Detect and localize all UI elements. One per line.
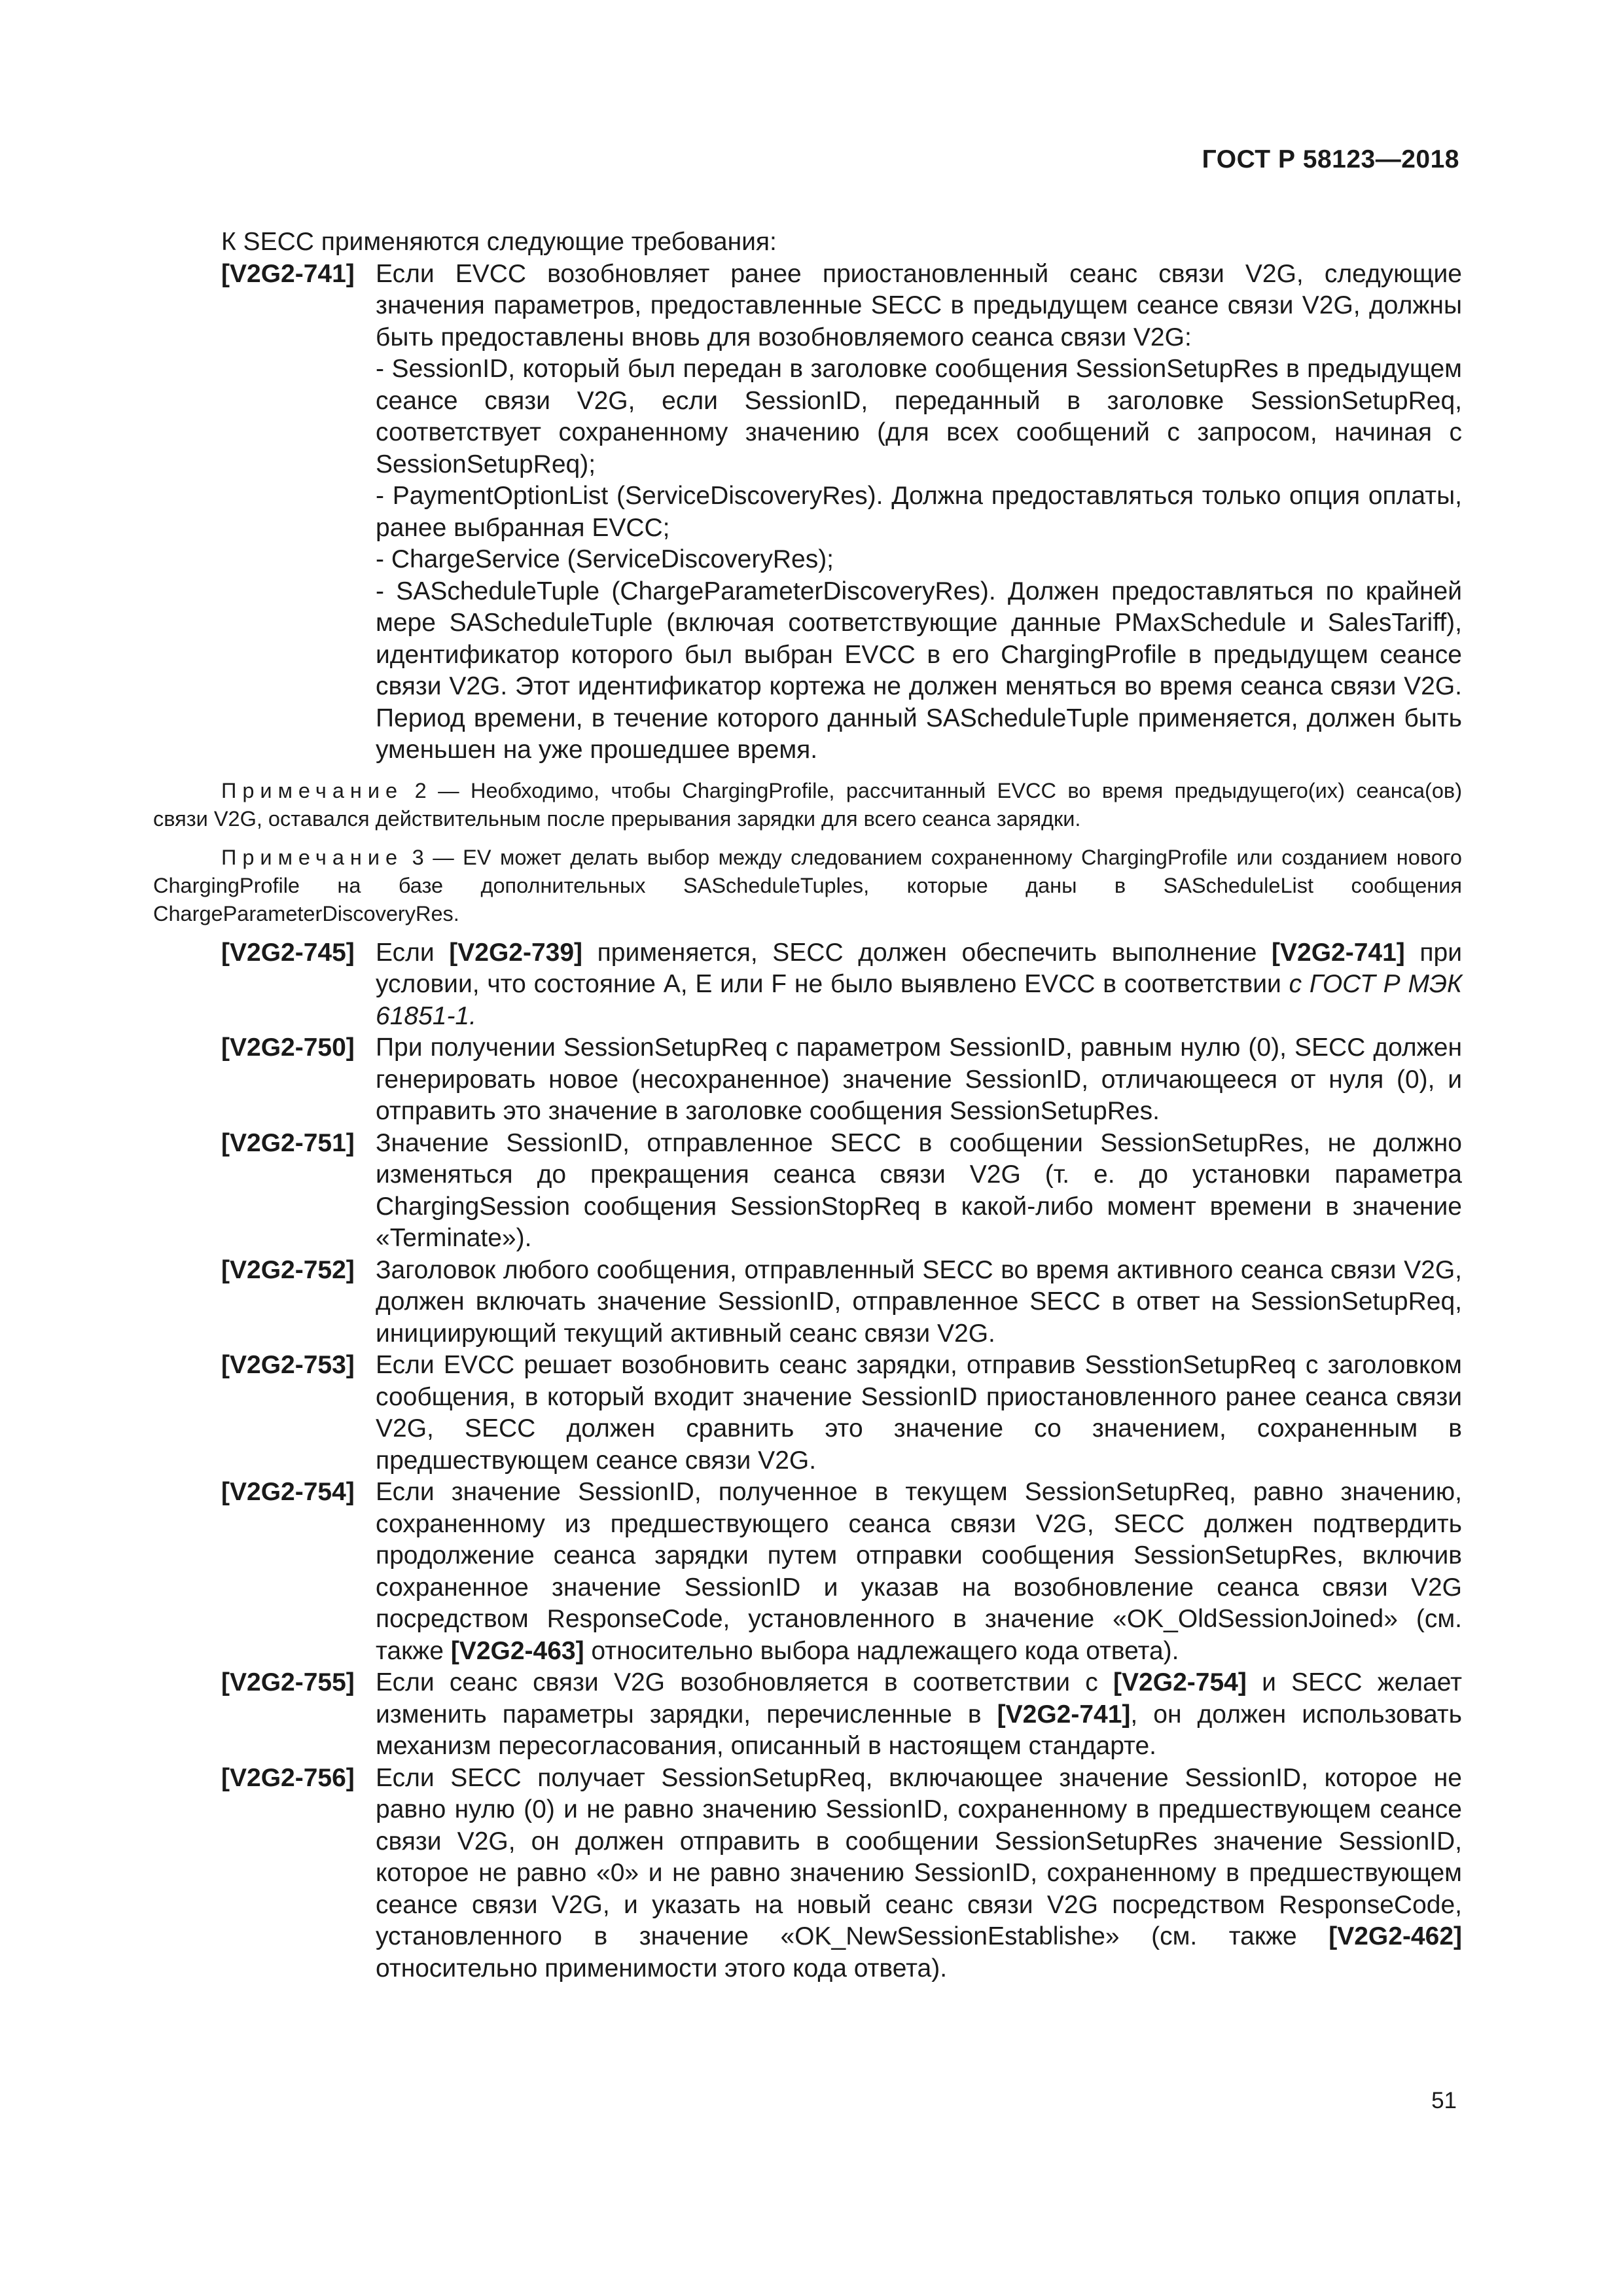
requirement-id: [V2G2-751]	[221, 1128, 355, 1157]
page-number: 51	[1431, 2088, 1457, 2113]
requirement-text: Если EVCC возобновляет ранее приостановленный сеанс связи V2G, следующие значения параметров, предоставленные SECC в предыдущем сеансе связи V2G, должны быть предоставлены вновь для возобновляемого сеанса связи V2G:	[376, 259, 1462, 351]
requirement-text: Если [V2G2-739] применяется, SECC должен обеспечить выполнение [V2G2-741] при условии, что состояние A, E или F не было выявлено EVCC в соответствии с ГОСТ Р МЭК 61851-1.	[376, 938, 1463, 1030]
note-text: 2 — Необходимо, чтобы ChargingProfile, рассчитанный EVCC во время предыдущего(их) сеанса(ов) связи V2G, оставался действительным после прерывания зарядки для всего сеанса зарядки.	[153, 778, 1463, 831]
requirement-756	[221, 1763, 1462, 1985]
requirement-755	[221, 1667, 1462, 1763]
requirement-body	[376, 1350, 1462, 1477]
requirement-id: [V2G2-753]	[221, 1351, 355, 1379]
requirement-text: Если SECC получает SessionSetupReq, включающее значение SessionID, которое не равно нулю (0) и не равно значению SessionID, сохраненному в предшествующем сеансе связи V2G, он должен отправить в сообщении SessionSetupRes значение SessionID, которое не равно «0» и не равно значению SessionID, сохраненному в предшествующем сеансе связи V2G, и указать на новый сеанс связи V2G посредством ResponseCode, установленного в значение «OK_NewSessionEstablishe» (см. также [V2G2-462] относительно применимости этого кода ответа).	[376, 1763, 1462, 1982]
requirement-reference: [V2G2-462]	[1329, 1922, 1462, 1950]
intro-line: К SECC применяются следующие требования:	[221, 228, 777, 256]
requirement-text: Значение SessionID, отправленное SECC в сообщении SessionSetupRes, не должно изменяться до прекращения сеанса связи V2G (т. е. до установки параметра ChargingSession сообщения SessionStopReq в какой-либо момент времени в значение «Terminate»).	[376, 1128, 1462, 1252]
requirement-text: Если EVCC решает возобновить сеанс зарядки, отправив SesstionSetupReq с заголовком сообщения, в который входит значение SessionID приостановленного ранее сеанса связи V2G, SECC должен сравнить это значение со значением, сохраненным в предшествующем сеансе связи V2G.	[376, 1351, 1462, 1475]
requirement-750	[221, 1032, 1462, 1128]
requirement-741	[221, 259, 1462, 766]
note-3	[153, 844, 1462, 928]
note-label: Примечание	[221, 778, 404, 802]
requirement-752	[221, 1255, 1462, 1350]
requirement-body	[376, 1477, 1462, 1667]
requirement-body	[376, 1667, 1462, 1763]
requirement-reference: [V2G2-754]	[1113, 1668, 1247, 1696]
requirement-body	[376, 937, 1462, 1033]
note-2	[153, 777, 1462, 833]
requirement-reference: [V2G2-463]	[450, 1636, 584, 1665]
requirement-id: [V2G2-755]	[221, 1668, 355, 1696]
requirement-reference: [V2G2-741]	[1272, 938, 1405, 967]
document-body	[153, 226, 1462, 1984]
requirement-body	[376, 1128, 1462, 1255]
requirement-753	[221, 1350, 1462, 1477]
requirement-text: Заголовок любого сообщения, отправленный SECC во время активного сеанса связи V2G, должен включать значение SessionID, отправленное SECC в ответ на SessionSetupReq, инициирующий текущий активный сеанс связи V2G.	[376, 1255, 1462, 1348]
note-text: 3 — EV может делать выбор между следованием сохраненному ChargingProfile или созданием нового ChargingProfile на базе дополнительных SAScheduleTuples, которые даны в SAScheduleList сообщения ChargeParameterDiscoveryRes.	[153, 845, 1463, 925]
requirement-reference: [V2G2-741]	[997, 1700, 1131, 1729]
list-item: - ChargeService (ServiceDiscoveryRes);	[376, 545, 834, 573]
requirement-id: [V2G2-745]	[221, 938, 355, 967]
list-item: - SessionID, который был передан в заголовке сообщения SessionSetupRes в предыдущем сеансе связи V2G, если SessionID, переданный в заголовке SessionSetupReq, соответствует сохраненному значению (для всех сообщений с запросом, начиная с SessionSetupReq);	[376, 355, 1462, 478]
requirement-id: [V2G2-756]	[221, 1763, 355, 1792]
requirement-reference: [V2G2-739]	[449, 938, 583, 967]
requirement-body	[376, 1255, 1462, 1350]
requirement-id: [V2G2-754]	[221, 1478, 355, 1506]
requirement-754	[221, 1477, 1462, 1667]
standard-reference: с ГОСТ Р МЭК 61851-1.	[376, 970, 1462, 1030]
requirement-text: Если сеанс связи V2G возобновляется в соответствии с [V2G2-754] и SECC желает изменить параметры зарядки, перечисленные в [V2G2-741], он должен использовать механизм пересогласования, описанный в настоящем стандарте.	[376, 1668, 1462, 1760]
note-label: Примечание	[221, 845, 404, 869]
requirement-body	[376, 1032, 1462, 1128]
requirement-id: [V2G2-741]	[221, 259, 355, 288]
requirement-751	[221, 1128, 1462, 1255]
standard-designation: ГОСТ Р 58123—2018	[1202, 145, 1459, 173]
requirement-745	[221, 937, 1462, 1033]
list-item: - SAScheduleTuple (ChargeParameterDiscoveryRes). Должен предоставляться по крайней мере SAScheduleTuple (включая соответствующие данные PMaxSchedule и SalesTariff), идентификатор которого был выбран EVCC в его ChargingProfile в предыдущем сеансе связи V2G. Этот идентификатор кортежа не должен меняться во время сеанса связи V2G. Период времени, в течение которого данный SAScheduleTuple применяется, должен быть уменьшен на уже прошедшее время.	[376, 577, 1462, 764]
requirement-text: Если значение SessionID, полученное в текущем SessionSetupReq, равно значению, сохраненному из предшествующего сеанса связи V2G, SECC должен подтвердить продолжение сеанса зарядки путем отправки сообщения SessionSetupRes, включив сохраненное значение SessionID и указав на возобновление сеанса связи V2G посредством ResponseCode, установленного в значение «OK_OldSessionJoined» (см. также [V2G2-463] относительно выбора надлежащего кода ответа).	[376, 1478, 1462, 1665]
requirement-id: [V2G2-750]	[221, 1033, 355, 1062]
requirement-body	[376, 1763, 1462, 1985]
list-item: - PaymentOptionList (ServiceDiscoveryRes). Должна предоставляться только опция оплаты, ранее выбранная EVCC;	[376, 482, 1462, 542]
requirement-body	[376, 259, 1462, 766]
requirement-id: [V2G2-752]	[221, 1255, 355, 1284]
requirement-text: При получении SessionSetupReq с параметром SessionID, равным нулю (0), SECC должен генерировать новое (несохраненное) значение SessionID, отличающееся от нуля (0), и отправить это значение в заголовке сообщения SessionSetupRes.	[376, 1033, 1462, 1125]
